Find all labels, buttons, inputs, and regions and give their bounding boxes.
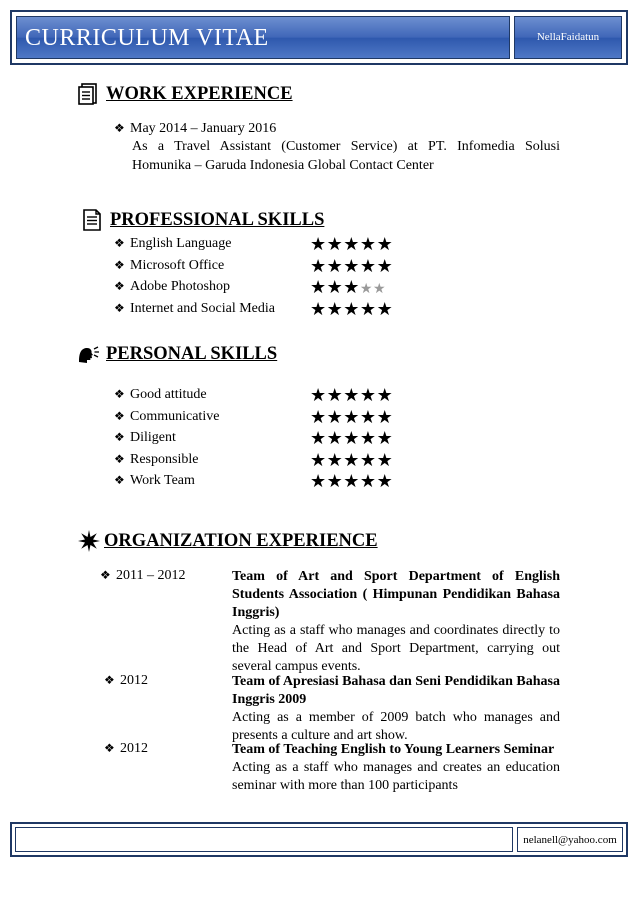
filled-star-icon: ★ [310, 234, 327, 254]
cv-title: CURRICULUM VITAE [25, 25, 269, 51]
filled-star-icon: ★ [326, 471, 344, 491]
organization-entry [232, 741, 560, 795]
personal-skill-label: Communicative [130, 408, 220, 424]
filled-star-icon: ★ [326, 277, 344, 297]
header-bar [10, 10, 628, 65]
filled-star-icon: ★ [343, 234, 360, 254]
work-heading: WORK EXPERIENCE [106, 83, 293, 104]
personal-skill-item [114, 473, 195, 489]
work-section-heading [76, 82, 293, 106]
professional-skill-item [114, 301, 275, 317]
filled-star-icon: ★ [376, 298, 394, 319]
filled-star-icon: ★ [310, 385, 327, 405]
diamond-bullet-icon: ❖ [104, 741, 115, 755]
filled-star-icon: ★ [376, 406, 394, 427]
organization-section-heading [78, 530, 378, 552]
diamond-bullet-icon: ❖ [114, 473, 125, 487]
organization-year: 2012 [120, 741, 148, 756]
personal-skill-label: Good attitude [130, 387, 207, 402]
contact-email: nelanell@yahoo.com [517, 827, 623, 852]
document-icon [80, 208, 104, 232]
filled-star-icon: ★ [343, 449, 360, 470]
organization-year-item [104, 741, 148, 757]
filled-star-icon: ★ [310, 471, 327, 491]
organization-entry [232, 568, 560, 676]
organization-title: Team of Teaching English to Young Learners Seminar [232, 742, 555, 757]
filled-star-icon: ★ [376, 428, 394, 448]
personal-skill-item [114, 452, 198, 468]
work-dates: May 2014 – January 2016 [130, 121, 277, 136]
diamond-bullet-icon: ❖ [114, 387, 125, 401]
diamond-bullet-icon: ❖ [114, 430, 125, 444]
owner-name: NellaFaidatun [514, 16, 622, 59]
starburst-icon [78, 530, 100, 552]
professional-skill-item [114, 258, 224, 274]
professional-skill-rating [310, 235, 393, 253]
filled-star-icon: ★ [376, 385, 394, 405]
diamond-bullet-icon: ❖ [100, 568, 111, 582]
filled-star-icon: ★ [310, 298, 327, 319]
organization-heading: ORGANIZATION EXPERIENCE [104, 530, 378, 551]
diamond-bullet-icon: ❖ [114, 236, 125, 250]
filled-star-icon: ★ [343, 471, 360, 491]
filled-star-icon: ★ [359, 385, 377, 405]
filled-star-icon: ★ [376, 449, 394, 470]
professional-skill-rating [310, 300, 393, 318]
filled-star-icon: ★ [376, 471, 394, 491]
diamond-bullet-icon: ❖ [114, 279, 125, 293]
diamond-bullet-icon: ❖ [104, 673, 115, 687]
filled-star-icon: ★ [326, 234, 344, 254]
professional-heading: PROFESSIONAL SKILLS [110, 209, 325, 230]
organization-year: 2012 [120, 673, 148, 688]
filled-star-icon: ★ [359, 449, 377, 470]
filled-star-icon: ★ [326, 298, 344, 319]
personal-skill-rating [310, 386, 393, 404]
professional-skill-rating [310, 278, 386, 299]
filled-star-icon: ★ [359, 255, 377, 276]
filled-star-icon: ★ [343, 428, 360, 448]
filled-star-icon: ★ [359, 471, 377, 491]
filled-star-icon: ★ [359, 298, 377, 319]
speaking-head-icon [76, 342, 100, 366]
diamond-bullet-icon: ❖ [114, 451, 125, 466]
personal-section-heading [76, 342, 277, 366]
title-panel [16, 16, 510, 59]
empty-star-icon: ★ [359, 282, 373, 297]
professional-skill-label: Adobe Photoshop [130, 279, 230, 294]
personal-skill-rating [310, 472, 393, 490]
personal-skill-label: Diligent [130, 430, 176, 445]
filled-star-icon: ★ [326, 385, 344, 405]
diamond-bullet-icon: ❖ [114, 300, 125, 315]
filled-star-icon: ★ [376, 255, 394, 276]
filled-star-icon: ★ [310, 449, 327, 470]
personal-skill-item [114, 430, 176, 446]
organization-description: Acting as a member of 2009 batch who manages and presents a culture and art show. [232, 710, 560, 743]
organization-year: 2011 – 2012 [116, 568, 186, 583]
filled-star-icon: ★ [343, 406, 360, 427]
filled-star-icon: ★ [343, 255, 360, 276]
diamond-bullet-icon: ❖ [114, 257, 125, 272]
organization-year-item [100, 568, 185, 584]
filled-star-icon: ★ [310, 428, 327, 448]
filled-star-icon: ★ [326, 428, 344, 448]
filled-star-icon: ★ [343, 298, 360, 319]
professional-skill-label: Internet and Social Media [130, 300, 276, 316]
personal-skill-label: Work Team [130, 473, 195, 488]
diamond-bullet-icon: ❖ [114, 121, 125, 135]
organization-year-item [104, 673, 148, 689]
filled-star-icon: ★ [326, 449, 344, 470]
professional-skill-rating [310, 257, 393, 275]
personal-skill-rating [310, 451, 393, 469]
professional-skill-label: Microsoft Office [130, 257, 225, 273]
footer-bar [10, 822, 628, 857]
professional-skill-label: English Language [130, 236, 232, 251]
professional-skill-item [114, 279, 230, 295]
filled-star-icon: ★ [359, 406, 377, 427]
work-description: As a Travel Assistant (Customer Service) at PT. Infomedia Solusi Homunika – Garuda Indonesia Global Contact Center [132, 139, 560, 173]
organization-description: Acting as a staff who manages and creates an education seminar with more than 100 participants [232, 760, 560, 793]
work-item [114, 121, 276, 137]
professional-skill-item [114, 236, 231, 252]
footer-panel [15, 827, 513, 852]
personal-skill-label: Responsible [130, 451, 199, 467]
filled-star-icon: ★ [310, 255, 327, 276]
notepad-icon [76, 82, 100, 106]
organization-title: Team of Art and Sport Department of English Students Association ( Himpunan Pendidikan Bahasa Inggris) [232, 569, 560, 620]
personal-skill-item [114, 409, 219, 425]
empty-star-icon: ★ [372, 282, 387, 297]
personal-skill-rating [310, 429, 393, 447]
personal-skill-item [114, 387, 207, 403]
personal-heading: PERSONAL SKILLS [106, 343, 278, 364]
filled-star-icon: ★ [359, 428, 377, 448]
filled-star-icon: ★ [359, 234, 377, 254]
organization-title: Team of Apresiasi Bahasa dan Seni Pendidikan Bahasa Inggris 2009 [232, 674, 560, 707]
filled-star-icon: ★ [376, 234, 394, 254]
filled-star-icon: ★ [343, 277, 360, 297]
filled-star-icon: ★ [310, 406, 327, 427]
filled-star-icon: ★ [326, 255, 344, 276]
personal-skill-rating [310, 408, 393, 426]
diamond-bullet-icon: ❖ [114, 408, 125, 423]
organization-description: Acting as a staff who manages and coordinates directly to the Head of Art and Sport Department, carrying out several campus events. [232, 623, 560, 674]
filled-star-icon: ★ [343, 385, 360, 405]
organization-entry [232, 673, 560, 745]
filled-star-icon: ★ [310, 277, 327, 297]
filled-star-icon: ★ [326, 406, 344, 427]
professional-section-heading [80, 208, 324, 232]
